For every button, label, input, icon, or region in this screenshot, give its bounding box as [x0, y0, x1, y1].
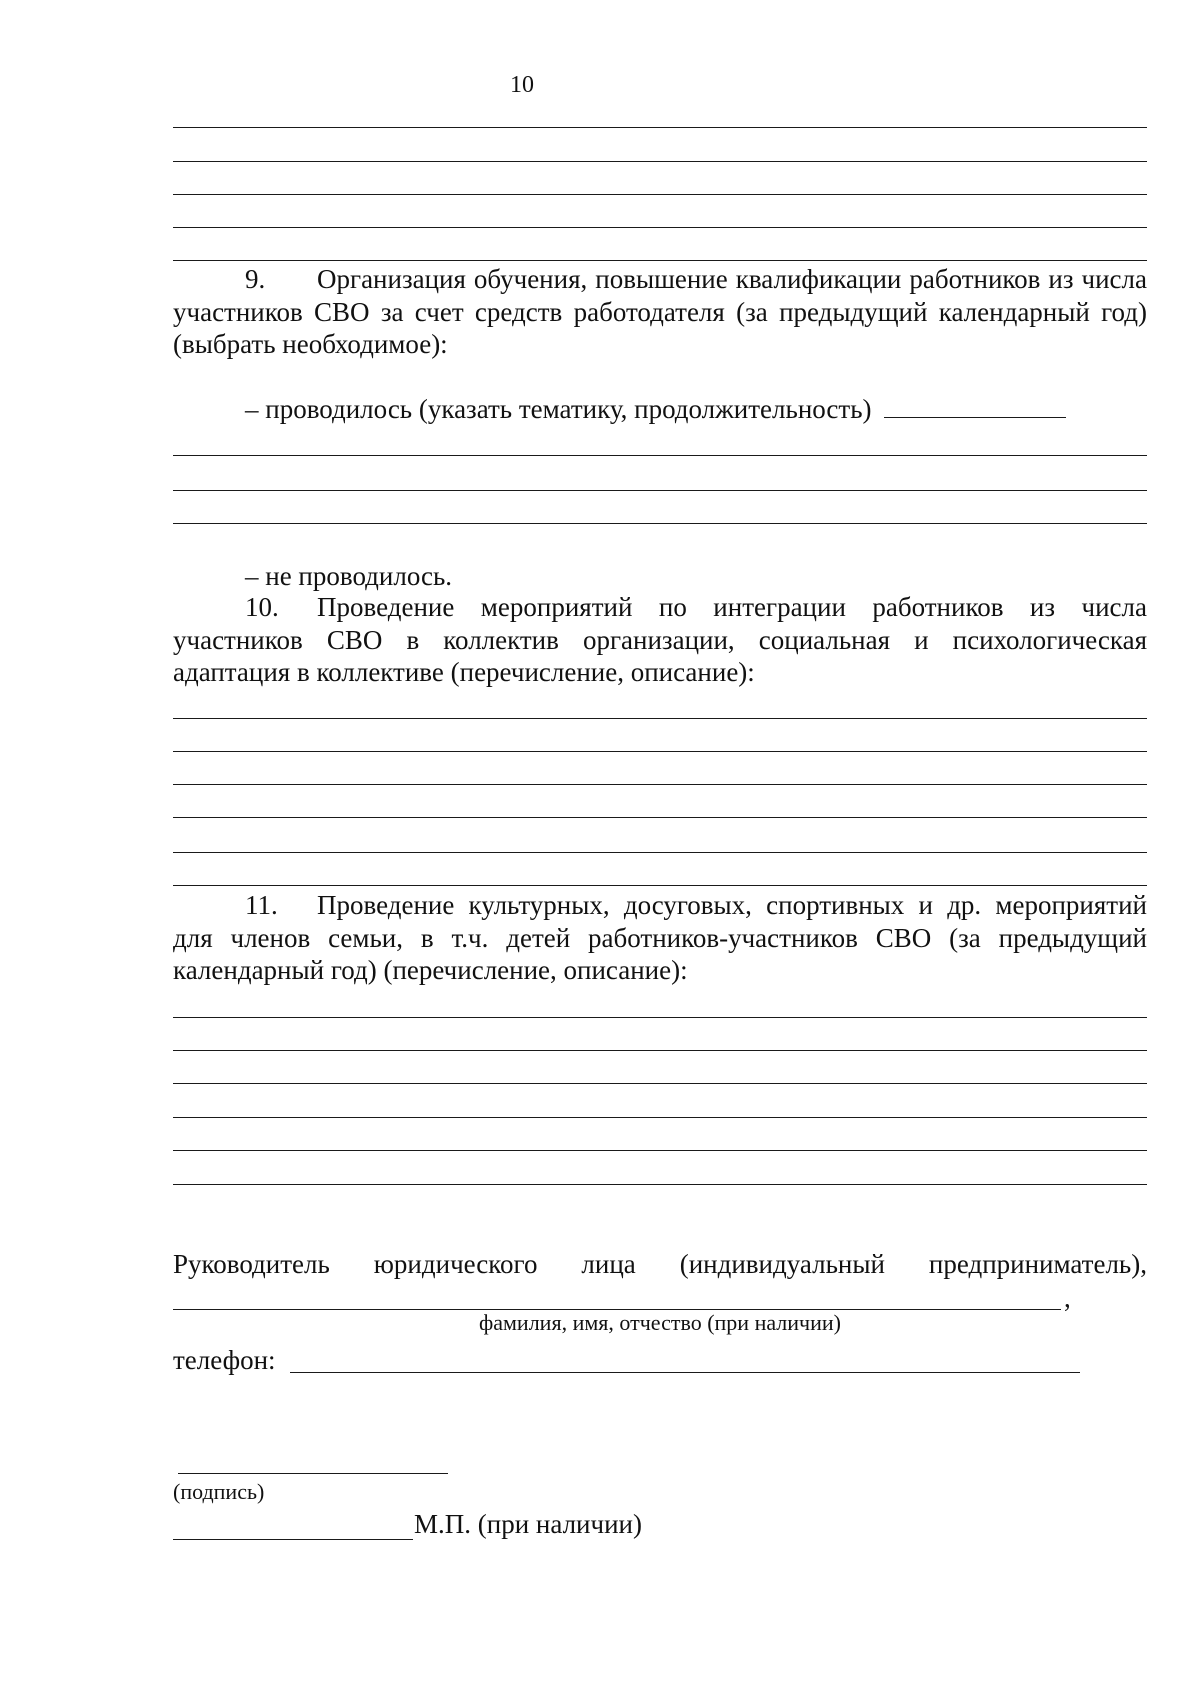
blank-line — [173, 1150, 1147, 1151]
blank-line — [173, 455, 1147, 456]
signature-caption: (подпись) — [173, 1479, 265, 1504]
head-word: лица — [581, 1249, 636, 1279]
section-9-number: 9. — [245, 264, 266, 294]
blank-line — [173, 1050, 1147, 1051]
section-9-text: Организация обучения, повышение квалификации работников из числа участников СВО за счет средств работодателя (за предыдущий календарный год) (выбрать необходимое): — [173, 264, 1147, 359]
blank-line — [173, 1117, 1147, 1118]
blank-line — [173, 817, 1147, 818]
blank-line — [173, 127, 1147, 128]
blank-line — [173, 751, 1147, 752]
blank-line — [173, 852, 1147, 853]
blank-line — [173, 1083, 1147, 1084]
section-11-paragraph — [173, 889, 1147, 987]
stamp-label: М.П. (при наличии) — [414, 1509, 642, 1539]
section-10-number: 10. — [245, 592, 279, 622]
page-number: 10 — [510, 72, 534, 98]
blank-line — [173, 718, 1147, 719]
blank-line — [173, 523, 1147, 524]
blank-line — [173, 260, 1147, 261]
blank-line — [173, 227, 1147, 228]
name-caption: фамилия, имя, отчество (при наличии) — [478, 1310, 841, 1335]
blank-line — [173, 490, 1147, 491]
phone-input-line[interactable] — [290, 1372, 1080, 1373]
section-9-option-no: – не проводилось. — [245, 561, 453, 591]
head-word: (индивидуальный — [679, 1249, 885, 1279]
blank-line — [173, 1017, 1147, 1018]
blank-line — [173, 885, 1147, 886]
section-10-paragraph — [173, 591, 1147, 689]
section-9-option-yes — [245, 393, 1145, 426]
option-yes-blank[interactable] — [884, 393, 1066, 418]
option-yes-label: – проводилось (указать тематику, продолжительность) — [245, 394, 872, 424]
blank-line — [173, 161, 1147, 162]
section-10-text: Проведение мероприятий по интеграции работников из числа участников СВО в коллектив организации, социальная и психологическая адаптация в коллективе (перечисление, описание): — [173, 592, 1147, 687]
stamp-line[interactable] — [173, 1539, 413, 1540]
head-word: Руководитель — [173, 1249, 330, 1279]
phone-label: телефон: — [173, 1345, 276, 1375]
signature-line[interactable] — [178, 1473, 448, 1474]
head-word: предприниматель), — [928, 1249, 1147, 1279]
blank-line — [173, 1184, 1147, 1185]
head-word: юридического — [373, 1249, 538, 1279]
head-of-entity-line — [173, 1248, 1147, 1281]
blank-line — [173, 194, 1147, 195]
section-9-paragraph — [173, 263, 1147, 361]
blank-line — [173, 784, 1147, 785]
section-11-number: 11. — [245, 890, 278, 920]
name-line-comma: , — [1064, 1283, 1071, 1313]
section-11-text: Проведение культурных, досуговых, спортивных и др. мероприятий для членов семьи, в т.ч. детей работников-участников СВО (за предыдущий календарный год) (перечисление, описание): — [173, 890, 1147, 985]
